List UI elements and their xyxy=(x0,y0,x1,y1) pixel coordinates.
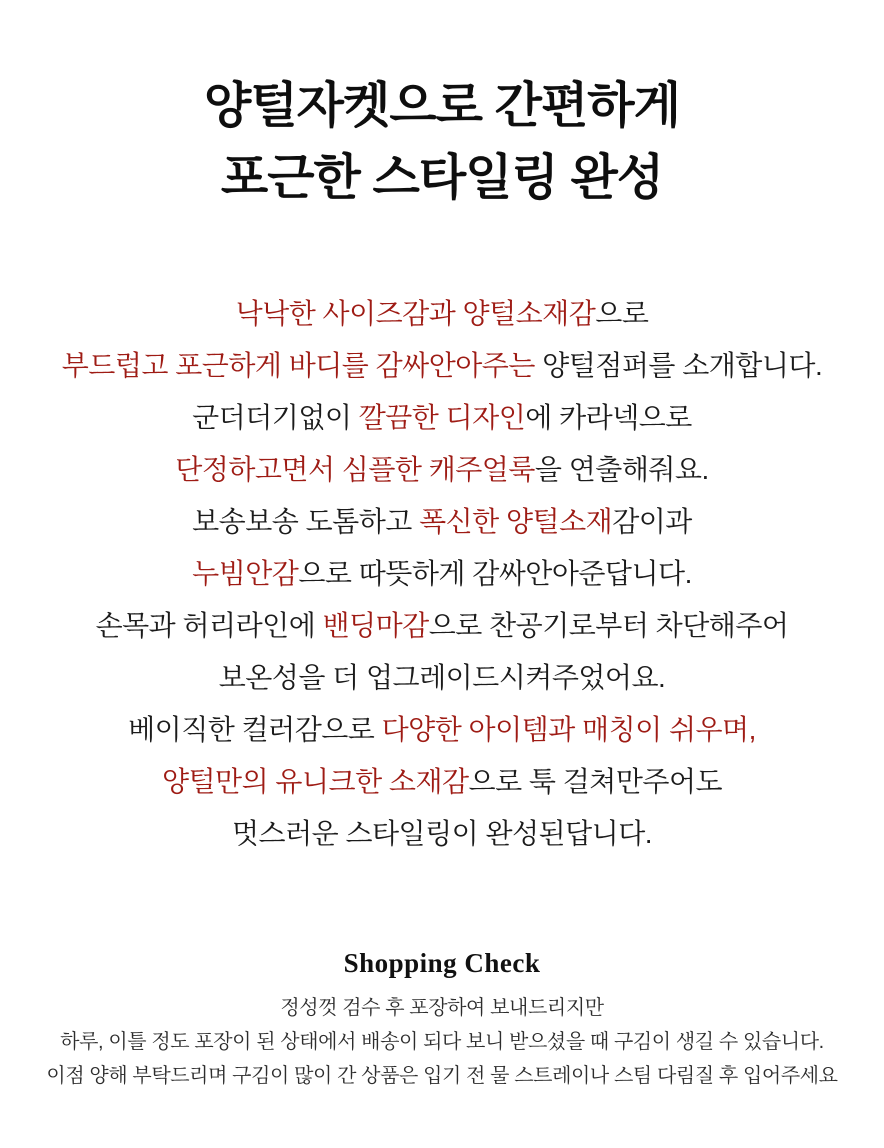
plain-text: 보송보송 도톰하고 xyxy=(192,506,420,537)
notice-line: 이점 양해 부탁드리며 구김이 많이 간 상품은 입기 전 물 스트레이나 스팀 다림질 후 입어주세요 xyxy=(46,1065,838,1087)
highlighted-text: 밴딩마감 xyxy=(322,610,429,641)
plain-text: 군더더기없이 xyxy=(192,402,359,433)
plain-text: 멋스러운 스타일링이 완성된답니다. xyxy=(231,818,653,849)
plain-text: 으로 따뜻하게 감싸안아준답니다. xyxy=(298,558,692,589)
plain-text: 감이과 xyxy=(612,506,692,537)
highlighted-text: 부드럽고 포근하게 바디를 감싸안아주는 xyxy=(61,350,535,381)
plain-text: 보온성을 더 업그레이드시켜주었어요. xyxy=(218,662,666,693)
plain-text: 에 카라넥으로 xyxy=(525,402,692,433)
highlighted-text: 단정하고면서 심플한 캐주얼룩 xyxy=(175,454,535,485)
body-line xyxy=(0,340,884,392)
body-line xyxy=(0,808,884,860)
body-line xyxy=(0,548,884,600)
body-line xyxy=(0,392,884,444)
highlighted-text: 양털만의 유니크한 소재감 xyxy=(161,766,469,797)
body-line xyxy=(0,496,884,548)
plain-text: 베이직한 컬러감으로 xyxy=(128,714,382,745)
plain-text: 으로 툭 걸쳐만주어도 xyxy=(468,766,723,797)
body-line xyxy=(0,288,884,340)
shipping-notice xyxy=(0,991,884,1093)
plain-text: 으로 xyxy=(595,298,649,329)
body-line xyxy=(0,444,884,496)
body-line xyxy=(0,704,884,756)
plain-text: 을 연출해줘요. xyxy=(534,454,709,485)
body-line xyxy=(0,600,884,652)
notice-line: 정성껏 검수 후 포장하여 보내드리지만 xyxy=(280,997,604,1019)
description-paragraph xyxy=(0,288,884,860)
highlighted-text: 낙낙한 사이즈감과 양털소재감 xyxy=(235,298,596,329)
highlighted-text: 깔끔한 디자인 xyxy=(358,402,526,433)
highlighted-text: 누빔안감 xyxy=(192,558,299,589)
plain-text: 손목과 허리라인에 xyxy=(95,610,323,641)
body-line xyxy=(0,756,884,808)
plain-text: 으로 찬공기로부터 차단해주어 xyxy=(428,610,789,641)
page-title-line1: 양털자켓으로 간편하게 xyxy=(204,79,680,133)
shopping-check-heading: Shopping Check xyxy=(343,948,541,978)
highlighted-text: 폭신한 양털소재 xyxy=(419,506,613,537)
notice-line: 하루, 이틀 정도 포장이 된 상태에서 배송이 되다 보니 받으셨을 때 구김이 생길 수 있습니다. xyxy=(60,1031,824,1053)
highlighted-text: 다양한 아이템과 매칭이 쉬우며, xyxy=(381,714,756,745)
plain-text: 양털점퍼를 소개합니다. xyxy=(534,350,823,381)
body-line xyxy=(0,652,884,704)
page-title-line2: 포근한 스타일링 완성 xyxy=(220,151,664,205)
page-title xyxy=(0,70,884,214)
